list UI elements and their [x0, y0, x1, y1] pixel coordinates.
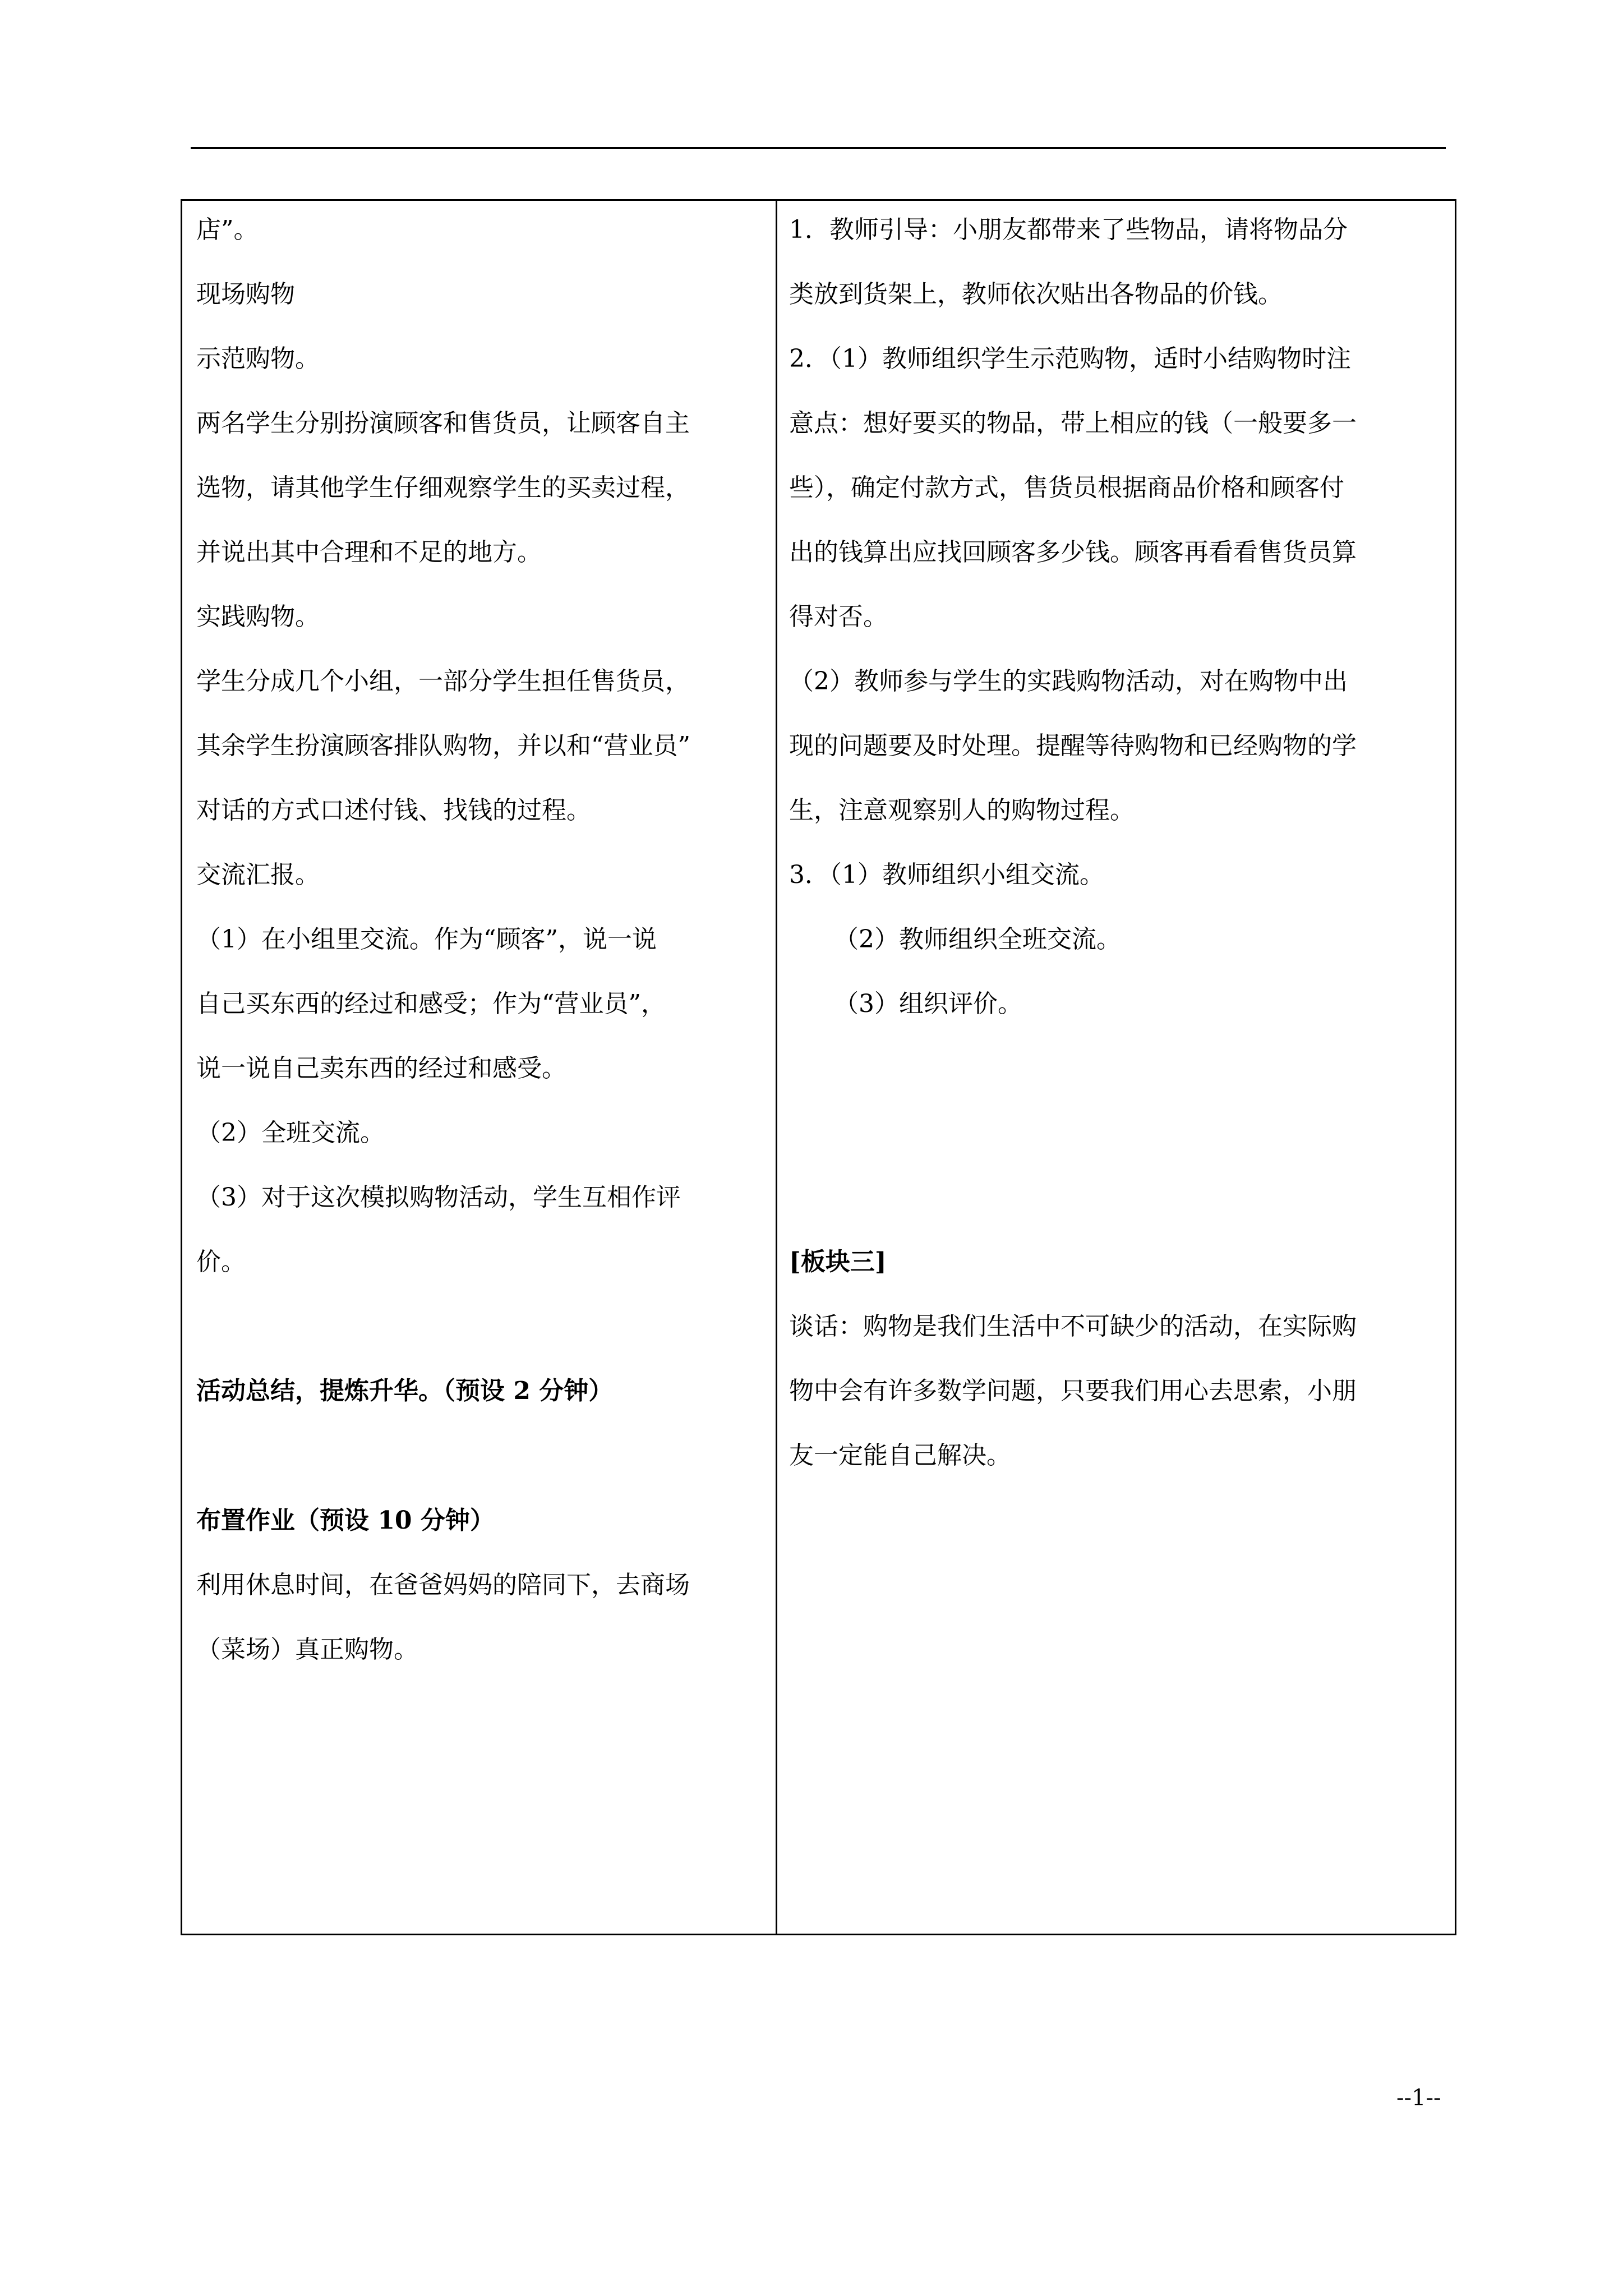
text-line: 1．教师引导：小朋友都带来了些物品，请将物品分: [789, 215, 1348, 244]
text-line: 并说出其中合理和不足的地方。: [196, 538, 542, 567]
text-line: 示范购物。: [196, 344, 320, 373]
text-line: 类放到货架上，教师依次贴出各物品的价钱。: [789, 280, 1283, 309]
text-line: 店”。: [196, 215, 259, 244]
text-line: （2）全班交流。: [196, 1119, 385, 1147]
text-line: （菜场）真正购物。: [196, 1635, 418, 1664]
text-line: 现场购物: [196, 280, 295, 309]
text-line: 学生分成几个小组，一部分学生担任售货员，: [196, 667, 690, 696]
text-line: （2）教师组织全班交流。: [834, 925, 1121, 954]
section-heading: [板块三]: [789, 1248, 887, 1276]
text-line: 意点：想好要买的物品，带上相应的钱（一般要多一: [789, 409, 1357, 438]
column-divider: [776, 201, 777, 1934]
text-line: 出的钱算出应找回顾客多少钱。顾客再看看售货员算: [789, 538, 1357, 567]
text-line: （2）教师参与学生的实践购物活动，对在购物中出: [789, 667, 1348, 696]
text-line: 实践购物。: [196, 602, 320, 631]
text-line: 谈话：购物是我们生活中不可缺少的活动，在实际购: [789, 1312, 1357, 1341]
page-number: --1--: [1396, 2085, 1441, 2111]
text-line: 交流汇报。: [196, 861, 320, 889]
homework-heading: 布置作业（预设 10 分钟）: [196, 1506, 495, 1535]
summary-heading: 活动总结，提炼升华。（预设 2 分钟）: [196, 1377, 614, 1405]
text-line: 生，注意观察别人的购物过程。: [789, 796, 1135, 825]
text-line: （1）在小组里交流。作为“顾客”，说一说: [196, 925, 657, 954]
text-line: 3．（1）教师组织小组交流。: [789, 861, 1104, 889]
text-line: 自己买东西的经过和感受；作为“营业员”，: [196, 990, 666, 1018]
text-line: 物中会有许多数学问题，只要我们用心去思索，小朋: [789, 1377, 1357, 1405]
text-line: 说一说自己卖东西的经过和感受。: [196, 1054, 566, 1083]
header-rule: [191, 147, 1446, 149]
text-line: 选物，请其他学生仔细观察学生的买卖过程，: [196, 473, 690, 502]
text-line: 得对否。: [789, 602, 888, 631]
text-line: 对话的方式口述付钱、找钱的过程。: [196, 796, 591, 825]
text-line: （3）组织评价。: [834, 990, 1022, 1018]
text-line: （3）对于这次模拟购物活动，学生互相作评: [196, 1183, 681, 1212]
text-line: 利用休息时间，在爸爸妈妈的陪同下，去商场: [196, 1571, 690, 1599]
text-line: 两名学生分别扮演顾客和售货员，让顾客自主: [196, 409, 690, 438]
text-line: 些），确定付款方式，售货员根据商品价格和顾客付: [789, 473, 1344, 502]
text-line: 2．（1）教师组织学生示范购物，适时小结购物时注: [789, 344, 1351, 373]
text-line: 价。: [196, 1248, 246, 1276]
text-line: 其余学生扮演顾客排队购物，并以和“营业员”: [196, 731, 690, 760]
text-line: 友一定能自己解决。: [789, 1441, 1011, 1470]
lesson-plan-table: [181, 199, 1456, 1935]
text-line: 现的问题要及时处理。提醒等待购物和已经购物的学: [789, 731, 1357, 760]
